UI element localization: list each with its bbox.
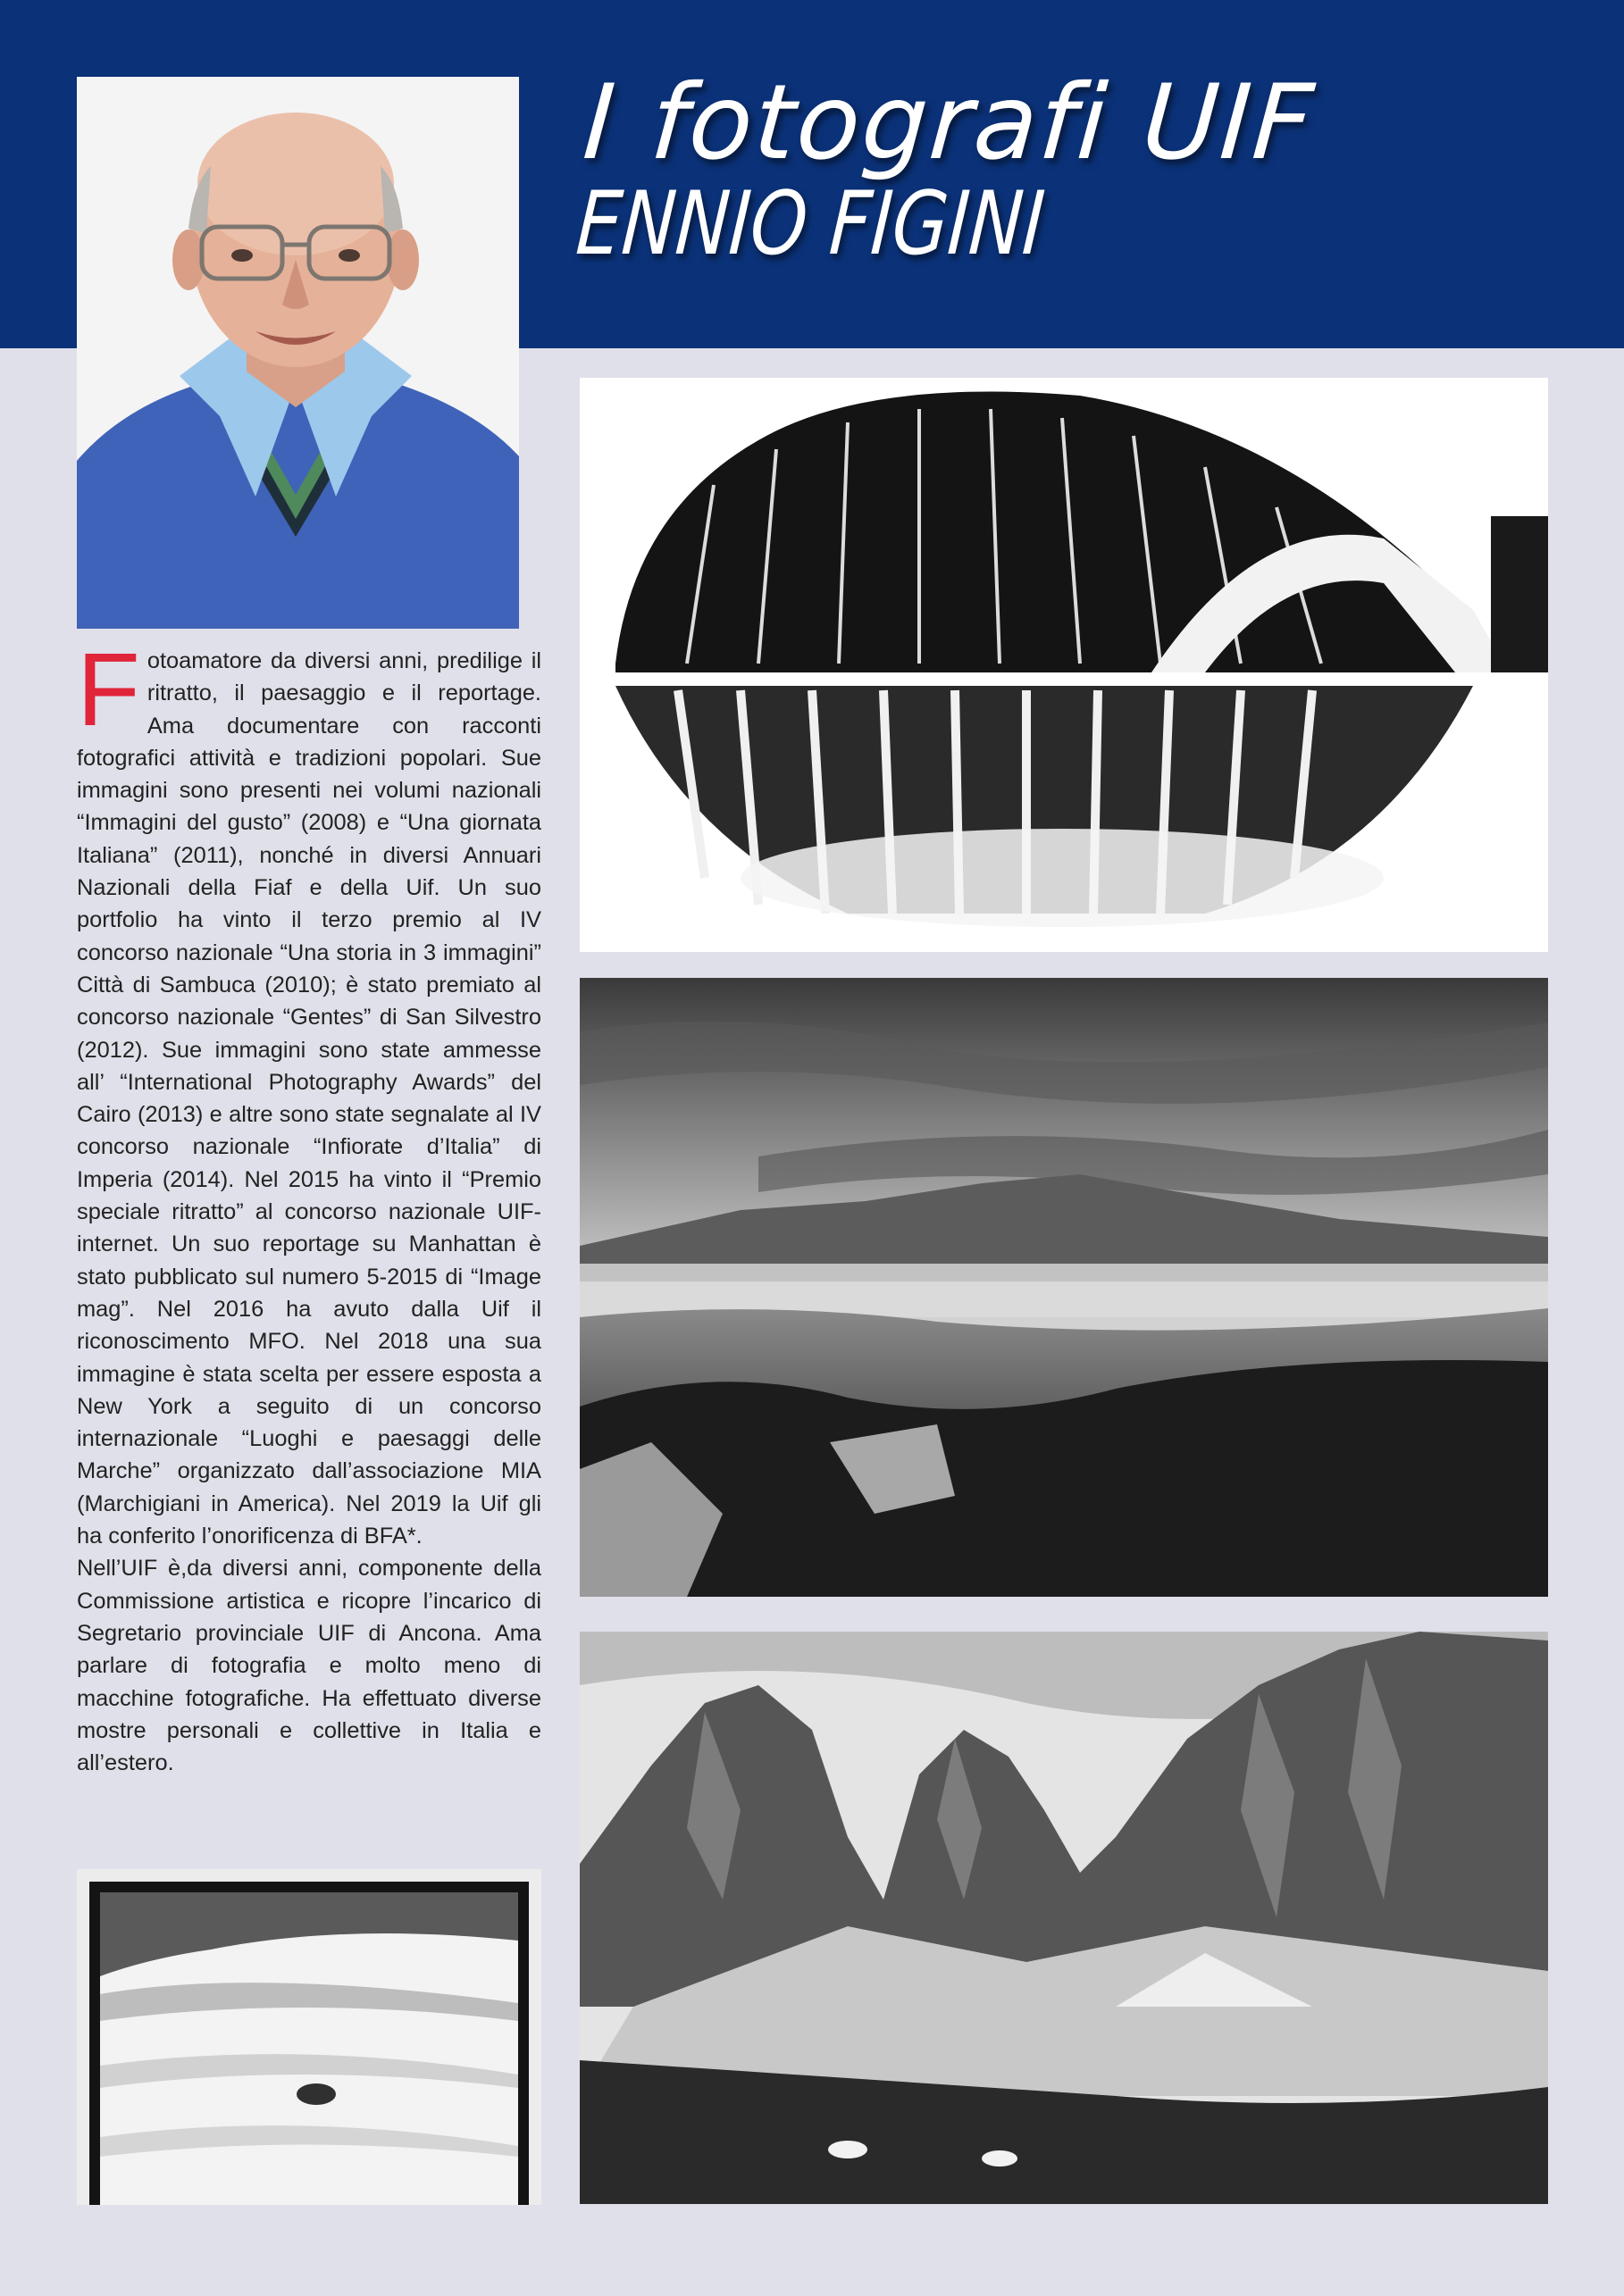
dolomites-photo <box>580 1632 1548 2204</box>
title-series: I fotografi UIF <box>579 63 1318 183</box>
biography-paragraph-1 <box>77 631 541 1552</box>
page-title <box>573 63 1318 275</box>
biography-paragraph-2: Nell’UIF è,da diversi anni, componente della Commissione artistica e ricopre l’incarico di Segretario provinciale UIF di Ancona. Ama parlare di fotografia e molto meno di macchine fotografiche. Ha effettuato diverse mostre personali e collettive in Italia e all’estero. <box>77 1556 541 1776</box>
title-photographer-name: ENNIO FIGINI <box>573 173 1048 275</box>
landscape-photo <box>580 978 1548 1597</box>
field-photo <box>77 1869 541 2205</box>
architecture-photo <box>580 378 1548 952</box>
biography-paragraph-1-text: otoamatore da diversi anni, predilige il ritratto, il paesaggio e il reportage. Ama documentare con racconti fotografici attività e tradizioni popolari. Sue immagini sono presenti nei volumi nazionali “Immagini del gusto” (2008) e “Una giornata Italiana” (2011), nonché in diversi Annuari Nazionali della Fiaf e della Uif. Un suo portfolio ha vinto il terzo premio al IV concorso nazionale “Una storia in 3 immagini” Città di Sambuca (2010); è stato premiato al concorso nazionale “Gentes” di San Silvestro (2012). Sue immagini sono state ammesse all’ “International Photography Awards” del Cairo (2013) e altre sono state segnalate al IV concorso nazionale “Infiorate d’Italia” di Imperia (2014). Nel 2015 ha vinto il “Premio speciale ritratto” al concorso nazionale UIF-internet. Un suo reportage su Manhattan è stato pubblicato sul numero 5-2015 di “Image mag”. Nel 2016 ha avuto dalla Uif il riconoscimento MFO. Nel 2018 una sua immagine è stata scelta per essere esposta a New York a seguito di un concorso internazionale “Luoghi e paesaggi delle Marche” organizzato dall’associazione MIA (Marchigiani in America). Nel 2019 la Uif gli ha conferito l’onorificenza di BFA*. <box>77 648 541 1549</box>
biography <box>77 631 541 1779</box>
drop-cap: F <box>77 631 140 747</box>
photographer-portrait <box>77 77 519 629</box>
